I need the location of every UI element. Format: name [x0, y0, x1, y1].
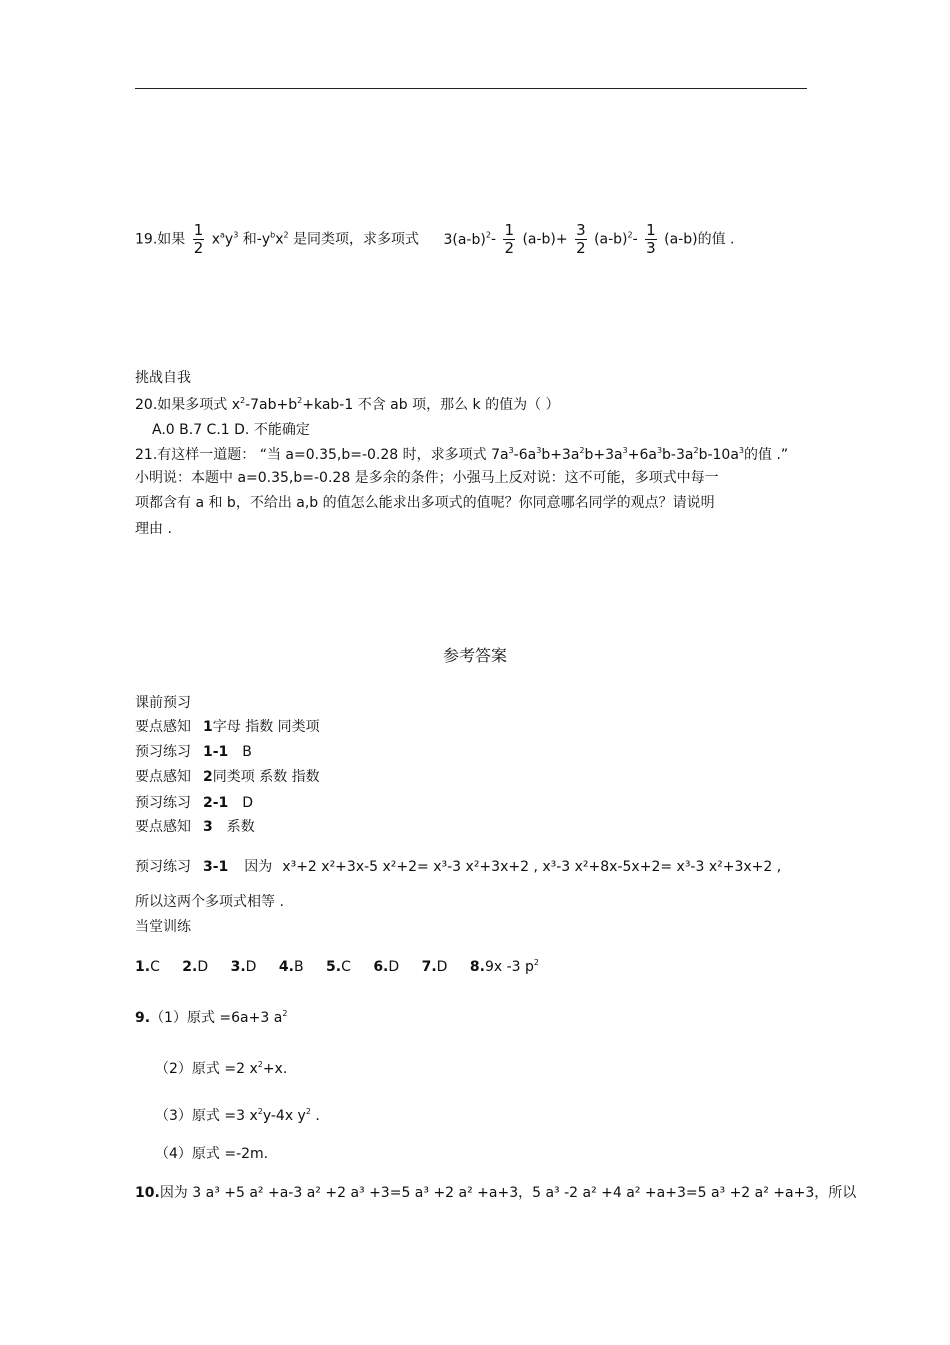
answer-row: 预习练习 2-1 D [135, 795, 254, 811]
fraction: $\frac{1}{2}$ [193, 221, 204, 257]
fraction: $\frac{1}{3}$ [646, 221, 656, 257]
question-9-part2: （2）原式 =2 $x^2+x$. [155, 1060, 288, 1077]
question-20: 20.如果多项式 $x^2-7ab+b^2+kab-1$ 不含 ab 项，那么 k 的值为（ ） [135, 396, 560, 413]
answers-title: 参考答案 [442, 646, 507, 665]
answer-row: 要点感知 1字母 指数 同类项 [135, 719, 320, 735]
question-21-line3: 项都含有 a 和 b，不给出 a,b 的值怎么能求出多项式的值呢？你同意哪名同学的观点？请说明 [135, 495, 715, 511]
q19-prefix: 19.如果 [135, 231, 186, 248]
header-rule [135, 88, 807, 89]
multiple-choice-answers: 1.C 2.D 3.D 4.B 5.C 6.D 7.D 8.9x -3 $p^2$ [135, 958, 540, 975]
fraction: $\frac{1}{2}$ [504, 221, 514, 257]
question-19: 19.如果 $\frac{1}{2}$ $x^ay^3$ 和$-y^bx^2$ 是同类项，求多项式 $3(a-b)^2-$ $\frac{1}{2}$ (a-b)+ $\frac{3}{2}$ $(a-b)^2-$ $\frac{1}{3}$ (a-b)的值 . [135, 221, 735, 257]
question-9-part3: （3）原式 =3 $x^2y-4x$ $y^2$ . [155, 1107, 320, 1124]
question-21-line1: 21.有这样一道题： “当 a=0.35,b=-0.28 时，求多项式 $7a^3-6a^3b+3a^2b+3a^3+6a^3b-3a^2b-10a^3$的值 .” [135, 446, 789, 463]
q19-mid: 是同类项，求多项式 [293, 231, 420, 248]
section-pre-study: 课前预习 [135, 695, 191, 711]
answer-row: 要点感知 3 系数 [135, 819, 255, 835]
answer-row: 要点感知 2同类项 系数 指数 [135, 769, 320, 785]
section-in-class: 当堂训练 [135, 919, 191, 935]
q19-term: x [211, 231, 221, 248]
answer-conclusion: 所以这两个多项式相等 . [135, 894, 284, 910]
fraction: $\frac{3}{2}$ [576, 221, 586, 257]
question-21-line4: 理由 . [135, 521, 172, 537]
question-21-line2: 小明说：本题中 a=0.35,b=-0.28 是多余的条件；小强马上反对说：这不可能，多项式中每一 [135, 470, 719, 486]
question-20-options: A.0 B.7 C.1 D. 不能确定 [152, 422, 310, 438]
question-9-part4: （4）原式 =-2m. [155, 1146, 269, 1162]
question-9-answer: 9.（1）原式 =6a+3 $a^2$ [135, 1009, 288, 1026]
answer-row: 预习练习 3-1 因为 x³+2 x²+3x-5 x²+2= x³-3 x²+3x+2 , x³-3 x²+8x-5x+2= x³-3 x²+3x+2 , [135, 859, 782, 875]
answer-row: 预习练习 1-1 B [135, 744, 252, 760]
challenge-heading: 挑战自我 [135, 370, 191, 386]
question-10-answer: 10.因为 3 a³ +5 a² +a-3 a² +2 a³ +3=5 a³ +2 a² +a+3，5 a³ -2 a² +4 a² +a+3=5 a³ +2 a² +a+3，所以 [135, 1185, 857, 1201]
